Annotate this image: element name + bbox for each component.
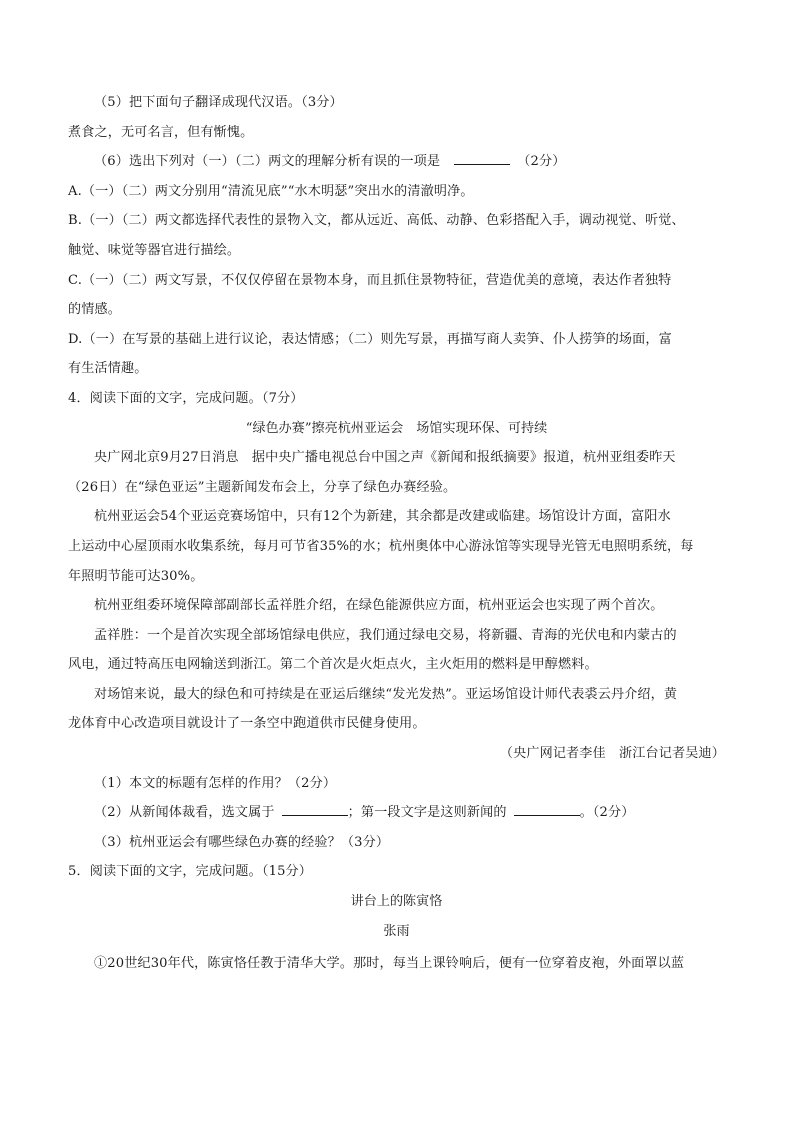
question-3-item-6-score: （2分）	[517, 154, 566, 170]
question-3-item-5: （5）把下面句子翻译成现代汉语。（3分）	[94, 95, 343, 110]
option-c-line-1: C.（一）（二）两文写景，不仅仅停留在景物本身，而且抓住景物特征，营造优美的意境，表达作者独特	[68, 272, 672, 288]
question-4-para-5-line-2: 龙体育中心改造项目就设计了一条空中跑道供市民健身使用。	[68, 716, 426, 732]
question-5-article-title: 讲台上的陈寅恪	[350, 894, 443, 910]
question-4-para-2-line-1: 杭州亚运会54个亚运竞赛场馆中，只有12个为新建，其余都是改建或临建。场馆设计方面，富阳水	[94, 509, 671, 525]
sub-question-2-part-1: （2）从新闻体裁看，选文属于	[94, 805, 275, 821]
option-d-line-2: 有生活情趣。	[68, 361, 148, 377]
option-d-line-1: D.（一）在写景的基础上进行议论，表达情感；（二）则先写景，再描写商人卖笋、仆人捞笋的场面，富	[68, 331, 672, 347]
question-4-byline: （央广网记者李佳 浙江台记者吴迪）	[499, 746, 725, 762]
option-c-line-2: 的情感。	[68, 302, 121, 318]
question-4-sub-question-1: （1）本文的标题有怎样的作用？（2分）	[94, 775, 337, 791]
option-b-line-2: 触觉、味觉等器官进行描绘。	[68, 242, 241, 258]
question-5-article-author: 张雨	[383, 923, 410, 939]
question-3-item-6-stem	[68, 147, 725, 177]
answer-blank-item-6[interactable]	[454, 164, 510, 165]
sub-question-2-part-2: ；第一段文字是这则新闻的	[347, 805, 507, 821]
question-4-stem: 4．阅读下面的文字，完成问题。（7分）	[68, 390, 304, 406]
question-4-para-1-line-2: （26日）在“绿色亚运”主题新闻发布会上，分享了绿色办赛经验。	[68, 479, 457, 495]
option-b-line-1: B.（一）（二）两文都选择代表性的景物入文，都从远近、高低、动静、色彩搭配入手，调动视觉、听觉、	[68, 213, 685, 229]
question-4-sub-question-2	[68, 798, 725, 828]
question-4-sub-question-3: （3）杭州亚运会有哪些绿色办赛的经验？（3分）	[94, 834, 390, 850]
question-3-item-5-sentence: 煮食之，无可名言，但有惭愧。	[68, 124, 254, 140]
question-5-para-1-line-1: ①20世纪30年代，陈寅恪任教于清华大学。那时，每当上课铃响后，便有一位穿着皮袍，外面罩以蓝	[94, 956, 685, 972]
question-5-stem: 5．阅读下面的文字，完成问题。（15分）	[68, 864, 313, 880]
question-4-para-2-line-2: 上运动中心屋顶雨水收集系统，每月可节省35%的水；杭州奥体中心游泳馆等实现导光管无电照明系统，每	[68, 538, 694, 554]
question-4-article-title: “绿色办赛”擦亮杭州亚运会 场馆实现环保、可持续	[245, 420, 548, 436]
question-4-para-4-line-1: 孟祥胜：一个是首次实现全部场馆绿电供应，我们通过绿电交易，将新疆、青海的光伏电和内蒙古的	[94, 627, 677, 643]
sub-question-2-part-3: 。（2分）	[579, 805, 635, 821]
question-4-para-4-line-2: 风电，通过特高压电网输送到浙江。第二个首次是火炬点火，主火炬用的燃料是甲醇燃料。	[68, 657, 598, 673]
question-4-para-3-line-1: 杭州亚组委环境保障部副部长孟祥胜介绍，在绿色能源供应方面，杭州亚运会也实现了两个首次。	[94, 598, 664, 614]
question-4-para-2-line-3: 年照明节能可达30%。	[68, 568, 204, 584]
answer-blank-genre[interactable]	[282, 815, 348, 816]
question-4-para-1-line-1: 央广网北京9月27日消息 据中央广播电视总台中国之声《新闻和报纸摘要》报道，杭州亚组委昨天	[94, 450, 676, 466]
question-4-para-5-line-1: 对场馆来说，最大的绿色和可持续是在亚运后继续“发光发热”。亚运场馆设计师代表裘云丹介绍，黄	[94, 686, 678, 702]
answer-blank-lead[interactable]	[514, 815, 580, 816]
question-3-item-6-stem-text: （6）选出下列对（一）（二）两文的理解分析有误的一项是	[94, 154, 441, 170]
option-a-line-1: A.（一）（二）两文分别用“清流见底”“水木明瑟”突出水的清澈明净。	[68, 183, 474, 199]
